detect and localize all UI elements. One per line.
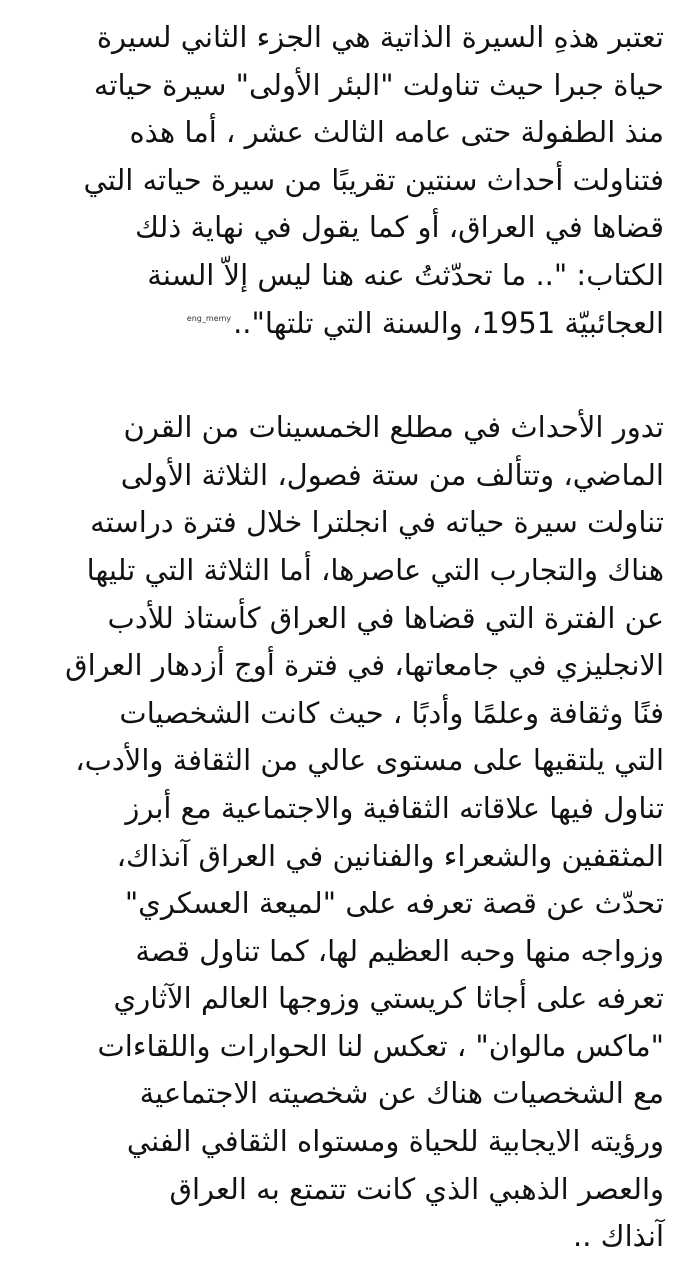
text-line: فنًا وثقافة وعلمًا وأدبًا ، حيث كانت الشخصيات <box>119 695 664 730</box>
text-line: المثقفين والشعراء والفنانين في العراق آنذاك، <box>116 838 664 873</box>
text-line: عن الفترة التي قضاها في العراق كأستاذ للأدب <box>107 600 664 635</box>
text-line: مع الشخصيات هناك عن شخصيته الاجتماعية <box>139 1076 664 1111</box>
text-line: آنذاك .. <box>573 1219 664 1254</box>
text-line: منذ الطفولة حتى عامه الثالث عشر ، أما هذه <box>129 115 664 150</box>
text-line: تناولت سيرة حياته في انجلترا خلال فترة دراسته <box>90 505 664 540</box>
watermark-label: eng_memy <box>186 313 232 323</box>
text-line: تحدّث عن قصة تعرفه على "لميعة العسكري" <box>124 886 664 921</box>
text-line: فتناولت أحداث سنتين تقريبًا من سيرة حياته التي <box>83 162 664 197</box>
text-line: "ماكس مالوان" ، تعكس لنا الحوارات واللقاءات <box>97 1028 664 1063</box>
text-line: والعصر الذهبي الذي كانت تتمتع به العراق <box>169 1171 664 1206</box>
text-line: قضاها في العراق، أو كما يقول في نهاية ذلك <box>135 210 664 245</box>
text-line: تدور الأحداث في مطلع الخمسينات من القرن <box>123 410 664 445</box>
text-line: وزواجه منها وحبه العظيم لها، كما تناول قصة <box>135 933 664 968</box>
text-line: تعتبر هذهِ السيرة الذاتية هي الجزء الثاني لسيرة <box>96 20 664 54</box>
text-line: هناك والتجارب التي عاصرها، أما الثلاثة التي تليها <box>86 552 664 587</box>
text-line: حياة جبرا حيث تناولت "البئر الأولى" سيرة حياته <box>93 67 664 102</box>
text-line: تعرفه على أجاثا كريستي وزوجها العالم الآثاري <box>113 981 664 1016</box>
paragraph-gap <box>22 347 664 404</box>
paragraph-1 <box>22 14 664 347</box>
text-line: الماضي، وتتألف من ستة فصول، الثلاثة الأولى <box>120 457 664 492</box>
paragraph-2 <box>22 404 664 1261</box>
text-line-content: العجائبيّة 1951، والسنة التي تلتها".. <box>233 305 664 340</box>
text-line: الانجليزي في جامعاتها، في فترة أوج أزدهار العراق <box>65 648 664 683</box>
text-line: تناول فيها علاقاته الثقافية والاجتماعية مع أبرز <box>125 790 664 825</box>
text-line: الكتاب: ".. ما تحدّثتُ عنه هنا ليس إلاّ السنة <box>147 257 664 292</box>
text-line: ورؤيته الايجابية للحياة ومستواه الثقافي الفني <box>126 1124 664 1159</box>
text-line: التي يلتقيها على مستوى عالي من الثقافة والأدب، <box>75 743 664 778</box>
text-line-last <box>22 300 664 348</box>
